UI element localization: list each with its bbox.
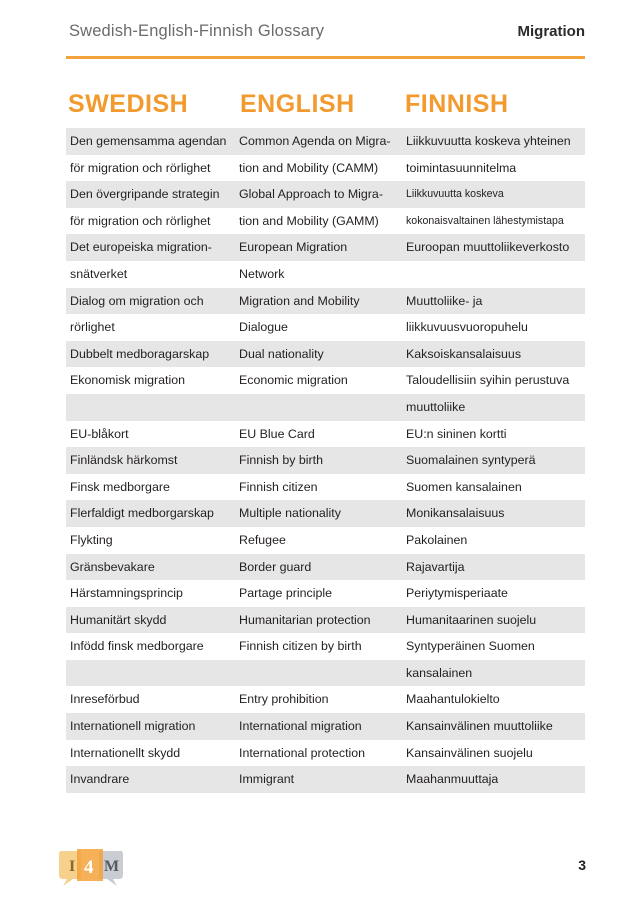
english-term: Finnish citizen by birth bbox=[239, 639, 362, 654]
table-row bbox=[66, 713, 585, 740]
english-term: tion and Mobility (CAMM) bbox=[239, 160, 379, 175]
english-term: Migration and Mobility bbox=[239, 293, 360, 308]
table-row bbox=[66, 181, 585, 208]
table-row bbox=[66, 633, 585, 660]
finnish-term: Kansainvälinen suojelu bbox=[406, 745, 533, 760]
table-row bbox=[66, 766, 585, 793]
table-row bbox=[66, 580, 585, 607]
column-heading-finnish: FINNISH bbox=[405, 90, 509, 118]
finnish-term: Kansainvälinen muuttoliike bbox=[406, 719, 553, 734]
swedish-term: Finsk medborgare bbox=[70, 479, 170, 494]
finnish-term: Liikkuvuutta koskeva yhteinen bbox=[406, 134, 571, 148]
finnish-term: Euroopan muuttoliikeverkosto bbox=[406, 240, 570, 255]
english-term: Border guard bbox=[239, 559, 312, 574]
english-term: tion and Mobility (GAMM) bbox=[239, 213, 379, 228]
column-heading-swedish: SWEDISH bbox=[68, 90, 189, 118]
header-section: Migration bbox=[517, 23, 585, 40]
table-row bbox=[66, 527, 585, 554]
finnish-term: Kaksoiskansalaisuus bbox=[406, 346, 522, 361]
english-term: Common Agenda on Migra- bbox=[239, 134, 391, 148]
table-row bbox=[66, 155, 585, 182]
table-row bbox=[66, 234, 585, 261]
table-row bbox=[66, 421, 585, 448]
finnish-term: Maahantulokielto bbox=[406, 692, 500, 707]
english-term: Refugee bbox=[239, 532, 286, 547]
finnish-term: muuttoliike bbox=[406, 399, 466, 414]
swedish-term: EU-blåkort bbox=[70, 426, 129, 441]
table-row bbox=[66, 660, 585, 687]
finnish-term: Taloudellisiin syihin perustuva bbox=[406, 373, 570, 388]
english-term: Immigrant bbox=[239, 772, 295, 787]
english-term: Dialogue bbox=[239, 320, 288, 335]
english-term: Economic migration bbox=[239, 373, 348, 388]
english-term: Entry prohibition bbox=[239, 692, 329, 707]
swedish-term: Dubbelt medboragarskap bbox=[70, 346, 210, 361]
table-row bbox=[66, 341, 585, 368]
english-term: Partage principle bbox=[239, 586, 332, 601]
finnish-term: kokonaisvaltainen lähestymistapa bbox=[406, 214, 564, 227]
finnish-term: Muuttoliike- ja bbox=[406, 293, 483, 308]
logo-letter-i: I bbox=[69, 858, 76, 875]
finnish-term: Periytymisperiaate bbox=[406, 586, 508, 601]
i4m-logo bbox=[55, 847, 125, 887]
table-row bbox=[66, 607, 585, 634]
table-row bbox=[66, 740, 585, 767]
swedish-term: Invandrare bbox=[70, 772, 130, 787]
table-row bbox=[66, 394, 585, 421]
finnish-term: Liikkuvuutta koskeva bbox=[406, 188, 504, 201]
swedish-term: Humanitärt skydd bbox=[70, 612, 167, 627]
finnish-term: Pakolainen bbox=[406, 532, 468, 547]
english-term: International protection bbox=[239, 745, 366, 760]
english-term: Network bbox=[239, 266, 285, 281]
english-term: European Migration bbox=[239, 240, 348, 255]
finnish-term: Rajavartija bbox=[406, 559, 465, 574]
table-row bbox=[66, 367, 585, 394]
swedish-term: Ekonomisk migration bbox=[70, 373, 186, 388]
finnish-term: toimintasuunnitelma bbox=[406, 160, 517, 175]
finnish-term: Suomalainen syntyperä bbox=[406, 453, 536, 468]
logo-digit-4: 4 bbox=[84, 857, 94, 878]
table-row bbox=[66, 554, 585, 581]
swedish-term: Dialog om migration och bbox=[70, 293, 204, 308]
header-rule bbox=[66, 56, 585, 59]
column-heading-english: ENGLISH bbox=[240, 90, 355, 118]
swedish-term: Finländsk härkomst bbox=[70, 453, 178, 468]
swedish-term: för migration och rörlighet bbox=[70, 213, 211, 228]
swedish-term: Flerfaldigt medborgarskap bbox=[70, 506, 214, 521]
swedish-term: Det europeiska migration- bbox=[70, 240, 212, 255]
finnish-term: Suomen kansalainen bbox=[406, 479, 522, 494]
finnish-term: Monikansalaisuus bbox=[406, 506, 505, 521]
swedish-term: Infödd finsk medborgare bbox=[70, 639, 204, 654]
table-row bbox=[66, 208, 585, 235]
swedish-term: Den gemensamma agendan bbox=[70, 134, 227, 148]
english-term: Humanitarian protection bbox=[239, 612, 371, 627]
table-row bbox=[66, 447, 585, 474]
swedish-term: snätverket bbox=[70, 266, 128, 281]
swedish-term: Internationell migration bbox=[70, 719, 196, 734]
swedish-term: Inreseförbud bbox=[70, 692, 140, 707]
swedish-term: för migration och rörlighet bbox=[70, 160, 211, 175]
swedish-term: Flykting bbox=[70, 532, 113, 547]
english-term: Finnish citizen bbox=[239, 479, 318, 494]
table-row bbox=[66, 261, 585, 288]
swedish-term: rörlighet bbox=[70, 320, 115, 335]
finnish-term: Humanitaarinen suojelu bbox=[406, 612, 537, 627]
table-row bbox=[66, 474, 585, 501]
english-term: Multiple nationality bbox=[239, 506, 341, 521]
table-row bbox=[66, 288, 585, 315]
finnish-term: Maahanmuuttaja bbox=[406, 772, 499, 787]
swedish-term: Gränsbevakare bbox=[70, 559, 155, 574]
english-term: International migration bbox=[239, 719, 362, 734]
table-row bbox=[66, 500, 585, 527]
finnish-term: liikkuvuusvuoropuhelu bbox=[406, 320, 528, 335]
table-row bbox=[66, 314, 585, 341]
finnish-term: kansalainen bbox=[406, 665, 473, 680]
swedish-term: Den övergripande strategin bbox=[70, 187, 220, 202]
page-number: 3 bbox=[578, 857, 586, 873]
logo-letter-m: M bbox=[104, 858, 120, 875]
english-term: Finnish by birth bbox=[239, 453, 324, 468]
table-row bbox=[66, 128, 585, 155]
english-term: Global Approach to Migra- bbox=[239, 187, 383, 202]
glossary-table bbox=[66, 128, 585, 793]
english-term: Dual nationality bbox=[239, 346, 324, 361]
table-row bbox=[66, 686, 585, 713]
header-title: Swedish-English-Finnish Glossary bbox=[69, 22, 325, 40]
finnish-term: Syntyperäinen Suomen bbox=[406, 639, 535, 654]
swedish-term: Härstamningsprincip bbox=[70, 586, 183, 601]
finnish-term: EU:n sininen kortti bbox=[406, 426, 507, 441]
english-term: EU Blue Card bbox=[239, 426, 315, 441]
swedish-term: Internationellt skydd bbox=[70, 745, 181, 760]
